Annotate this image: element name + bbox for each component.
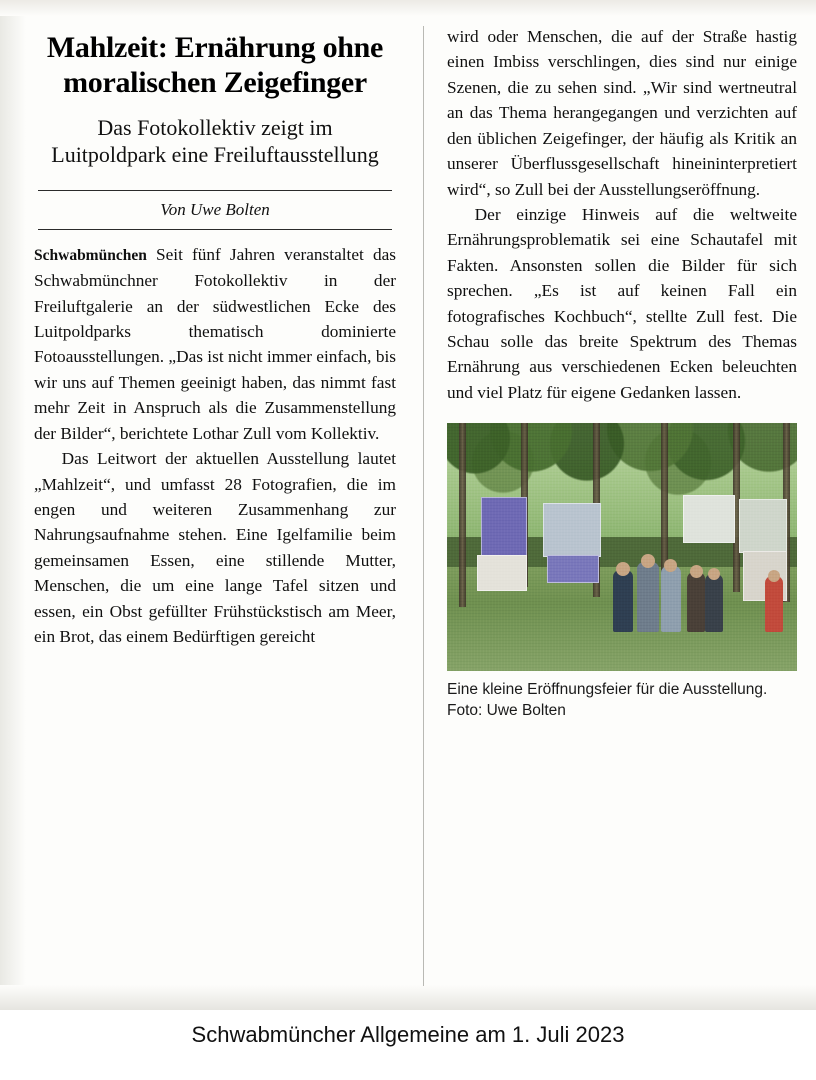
paragraph-text: wird oder Menschen, die auf der Straße hastig einen Imbiss verschlingen, dies sind nur einige Szenen, die zu sehen sind. „Wir sind wertneutral an das Thema herangegangen und verzichten auf den üblichen Zeigefinger, der häufig als Kritik an unserer Überflussgesellschaft hineininterpretiert wird“, so Zull bei der Ausstellungseröffnung. [447,27,797,199]
rule-above-byline [38,190,392,191]
article-photo-wrapper [447,423,797,722]
paper-edge-left [0,0,26,1010]
photo-grain-overlay [447,423,797,671]
column-divider [423,26,424,986]
article-byline: Von Uwe Bolten [160,200,270,220]
article-photo [447,423,797,671]
paper-edge-top [0,0,816,16]
photo-caption: Eine kleine Eröffnungsfeier für die Ausstellung. Foto: Uwe Bolten [447,681,768,720]
paragraph [447,24,797,202]
left-column [34,24,396,650]
paper-edge-bottom [0,985,816,1010]
rule-below-byline [38,229,392,230]
right-column [447,24,797,722]
paragraph-text: Das Leitwort der aktuellen Ausstellung lautet „Mahlzeit“, und umfasst 28 Fotografien, die im engen und weiteren Zusammenhang zur Nahrungsaufnahme stehen. Eine Igelfamilie beim gemeinsamen Essen, eine stillende Mutter, Menschen, die um eine lange Tafel sitzen und essen, ein Obst gefüllter Frühstückstisch am Meer, ein Brot, das einem Bedürftigen gereicht [34,449,396,647]
dateline: Schwabmünchen [34,247,147,265]
source-line: Schwabmüncher Allgemeine am 1. Juli 2023 [191,1022,625,1047]
article-subhead: Das Fotokollektiv zeigt im Luitpoldpark eine Freiluftausstellung [51,114,379,167]
paragraph [34,446,396,649]
paragraph [34,242,396,446]
article-headline: Mahlzeit: Ernährung ohne moralischen Zeigefinger [46,31,384,100]
paragraph [447,202,797,405]
right-column-body [447,24,797,405]
paragraph-text: Der einzige Hinweis auf die weltweite Ernährungsproblematik sei eine Schautafel mit Fakten. Ansonsten sollen die Bilder für sich sprechen. „Es ist auf keinen Fall ein fotografisches Kochbuch“, stellte Zull fest. Die Schau solle das breite Spektrum des Themas Ernährung aus verschiedenen Ecken beleuchten und viel Platz für eigene Gedanken lassen. [447,204,797,402]
paragraph-text: Seit fünf Jahren veranstaltet das Schwabmünchner Fotokollektiv in der Freiluftgalerie an der südwestlichen Ecke des Luitpoldparks thematisch dominierte Fotoausstellungen. „Das ist nicht immer einfach, bis wir uns auf Themen geeinigt haben, das nimmt fast mehr Zeit in Anspruch als die Zusammenstellung der Bilder“, berichtete Lothar Zull vom Kollektiv. [34,245,396,443]
left-column-body [34,242,396,649]
